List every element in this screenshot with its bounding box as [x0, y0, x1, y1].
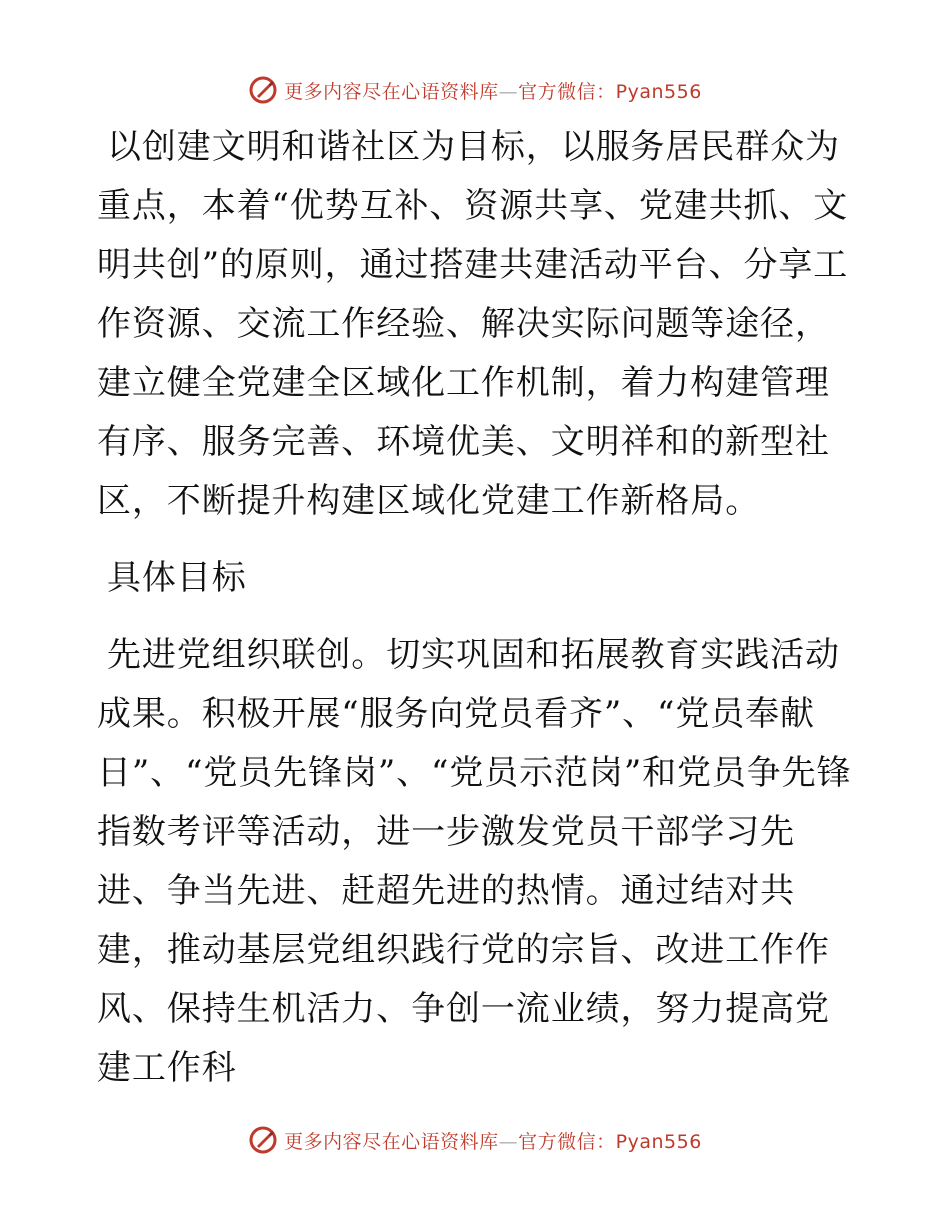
watermark-label: 更多内容尽在心语资料库—官方微信：Pyan556: [284, 80, 702, 103]
section-heading: 具体目标: [107, 558, 247, 598]
footer-watermark: [0, 1120, 950, 1160]
pen-circle-logo-icon: [248, 75, 278, 105]
paragraph-advanced-party: 先进党组织联创。切实巩固和拓展教育实践活动成果。积极开展“服务向党员看齐”、“党员奉献日”、“党员先锋岗”、“党员示范岗”和党员争先锋指数考评等活动，进一步激发党员干部学习先进、争当先进、赶超先进的热情。通过结对共建，推动基层党组织践行党的宗旨、改进工作作风、保持生机活力、争创一流业绩，努力提高党建工作科: [97, 635, 852, 1088]
watermark-label: 更多内容尽在心语资料库—官方微信：Pyan556: [284, 1130, 702, 1153]
document-body: [97, 118, 857, 1098]
paragraph-goal: 以创建文明和谐社区为目标，以服务居民群众为重点，本着“优势互补、资源共享、党建共抓、文明共创”的原则，通过搭建共建活动平台、分享工作资源、交流工作经验、解决实际问题等途径，建立健全党建全区域化工作机制，着力构建管理有序、服务完善、环境优美、文明祥和的新型社区，不断提升构建区域化党建工作新格局。: [97, 127, 849, 521]
header-watermark: [0, 70, 950, 110]
pen-circle-logo-icon: [248, 1125, 278, 1155]
